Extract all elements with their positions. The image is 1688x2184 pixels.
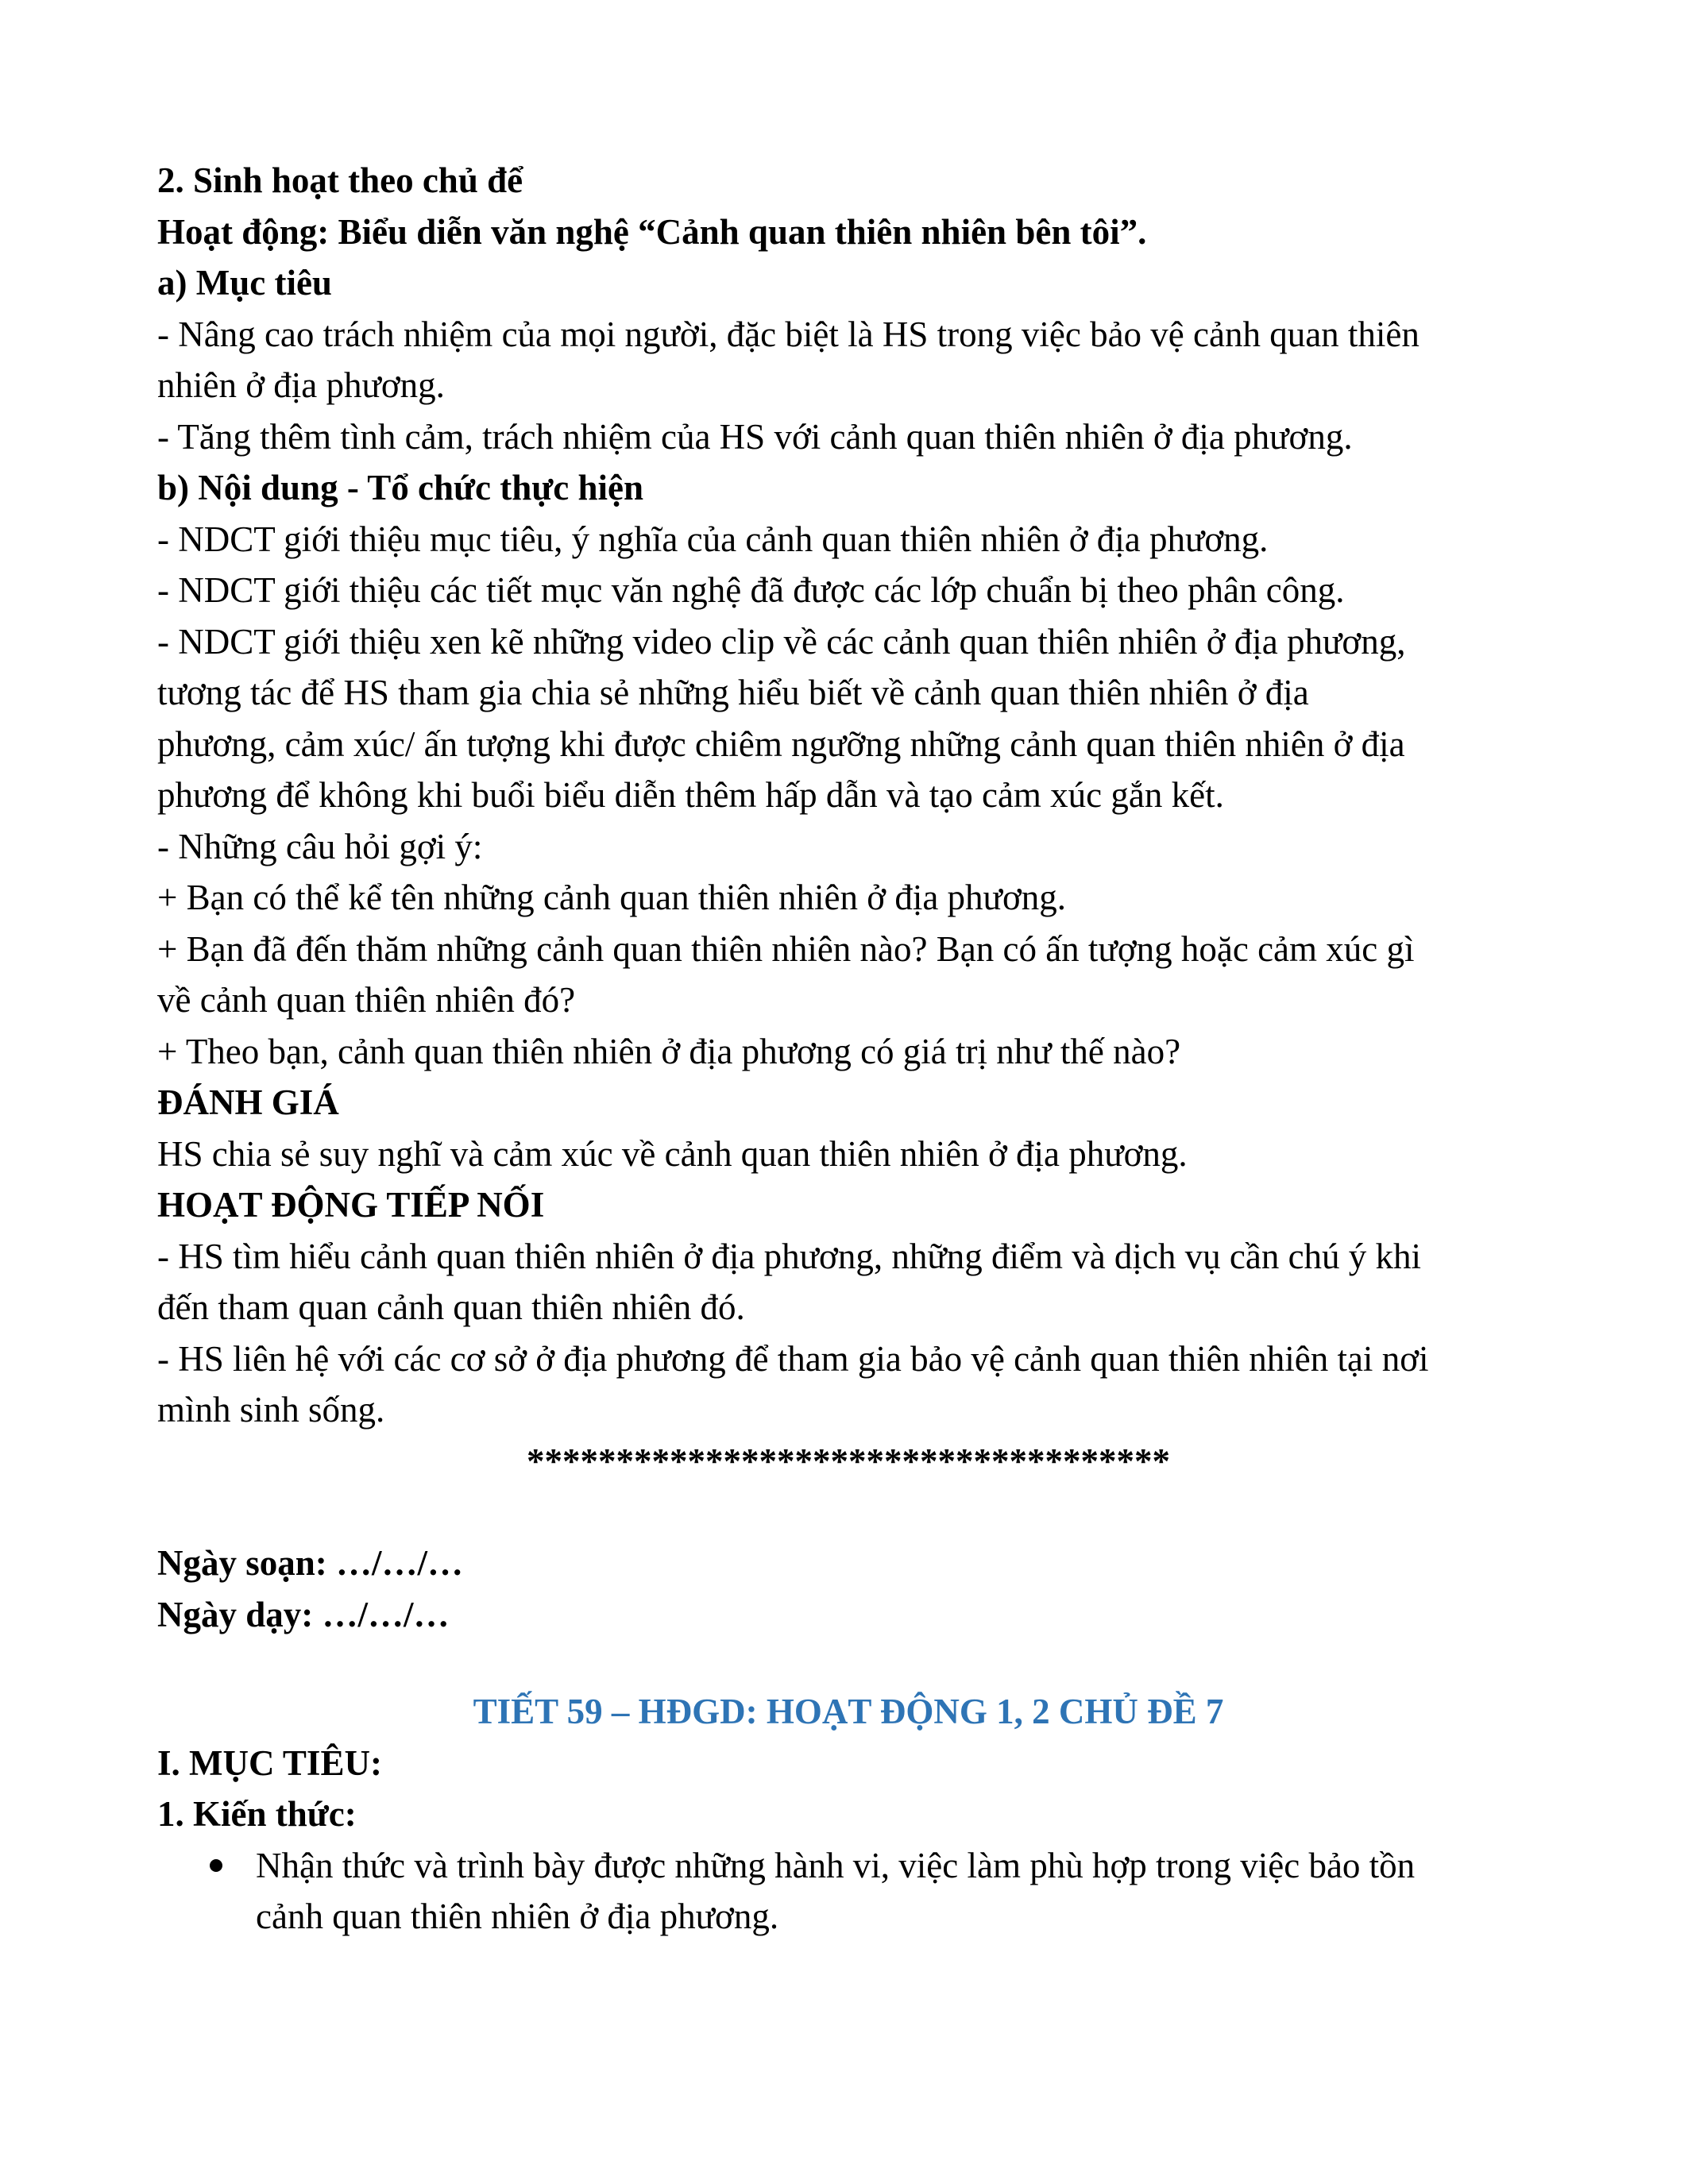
goal-line: - Nâng cao trách nhiệm của mọi người, đặc biệt là HS trong việc bảo vệ cảnh quan thiên xyxy=(157,314,1420,354)
document-page xyxy=(157,155,1539,1943)
content-line: - NDCT giới thiệu các tiết mục văn nghệ đã được các lớp chuẩn bị theo phân công. xyxy=(157,570,1345,610)
goal-line: nhiên ở địa phương. xyxy=(157,365,445,405)
section-title: 2. Sinh hoạt theo chủ để xyxy=(157,160,523,200)
followup-line: đến tham quan cảnh quan thiên nhiên đó. xyxy=(157,1287,745,1327)
list-item xyxy=(157,1840,1539,1943)
content-heading: b) Nội dung - Tổ chức thực hiện xyxy=(157,468,644,507)
goal-line: - Tăng thêm tình cảm, trách nhiệm của HS với cảnh quan thiên nhiên ở địa phương. xyxy=(157,416,1353,457)
knowledge-heading: 1. Kiến thức: xyxy=(157,1794,357,1834)
date-prepared: Ngày soạn: …/…/… xyxy=(157,1543,464,1583)
followup-heading: HOẠT ĐỘNG TIẾP NỐI xyxy=(157,1185,545,1225)
goal-heading: a) Mục tiêu xyxy=(157,263,332,303)
question-item: + Bạn đã đến thăm những cảnh quan thiên nhiên nào? Bạn có ấn tượng hoặc cảm xúc gì xyxy=(157,928,1415,969)
spacer xyxy=(157,1640,1539,1686)
bullet-text: cảnh quan thiên nhiên ở địa phương. xyxy=(256,1897,779,1936)
content-line: phương, cảm xúc/ ấn tượng khi được chiêm ngưỡng những cảnh quan thiên nhiên ở địa xyxy=(157,723,1405,764)
followup-line: - HS tìm hiểu cảnh quan thiên nhiên ở địa phương, những điểm và dịch vụ cần chú ý khi xyxy=(157,1236,1422,1276)
content-line: - NDCT giới thiệu xen kẽ những video clip về các cảnh quan thiên nhiên ở địa phương, xyxy=(157,621,1406,662)
date-taught: Ngày dạy: …/…/… xyxy=(157,1594,450,1634)
objectives-heading: I. MỤC TIÊU: xyxy=(157,1742,382,1783)
lesson-title: TIẾT 59 – HĐGD: HOẠT ĐỘNG 1, 2 CHỦ ĐỀ 7 xyxy=(473,1692,1224,1731)
content-line: tương tác để HS tham gia chia sẻ những hiểu biết về cảnh quan thiên nhiên ở địa xyxy=(157,673,1309,712)
evaluation-text: HS chia sẻ suy nghĩ và cảm xúc về cảnh quan thiên nhiên ở địa phương. xyxy=(157,1133,1188,1174)
content-line: phương để không khi buổi biểu diễn thêm hấp dẫn và tạo cảm xúc gắn kết. xyxy=(157,775,1224,815)
separator: ************************************ xyxy=(527,1441,1170,1481)
followup-line: mình sinh sống. xyxy=(157,1390,385,1430)
evaluation-heading: ĐÁNH GIÁ xyxy=(157,1082,339,1122)
question-item: + Theo bạn, cảnh quan thiên nhiên ở địa phương có giá trị như thế nào? xyxy=(157,1031,1181,1071)
question-item: về cảnh quan thiên nhiên đó? xyxy=(157,980,576,1020)
bullet-text: Nhận thức và trình bày được những hành vi, việc làm phù hợp trong việc bảo tồn xyxy=(256,1845,1416,1885)
question-item: + Bạn có thể kể tên những cảnh quan thiên nhiên ở địa phương. xyxy=(157,878,1066,917)
activity-title: Hoạt động: Biểu diễn văn nghệ “Cảnh quan thiên nhiên bên tôi”. xyxy=(157,211,1147,252)
spacer xyxy=(157,1487,1539,1538)
followup-line: - HS liên hệ với các cơ sở ở địa phương để tham gia bảo vệ cảnh quan thiên nhiên tại nơi xyxy=(157,1338,1429,1379)
bullet-icon xyxy=(210,1859,222,1872)
questions-intro: - Những câu hỏi gợi ý: xyxy=(157,826,483,866)
content-line: - NDCT giới thiệu mục tiêu, ý nghĩa của cảnh quan thiên nhiên ở địa phương. xyxy=(157,519,1269,559)
